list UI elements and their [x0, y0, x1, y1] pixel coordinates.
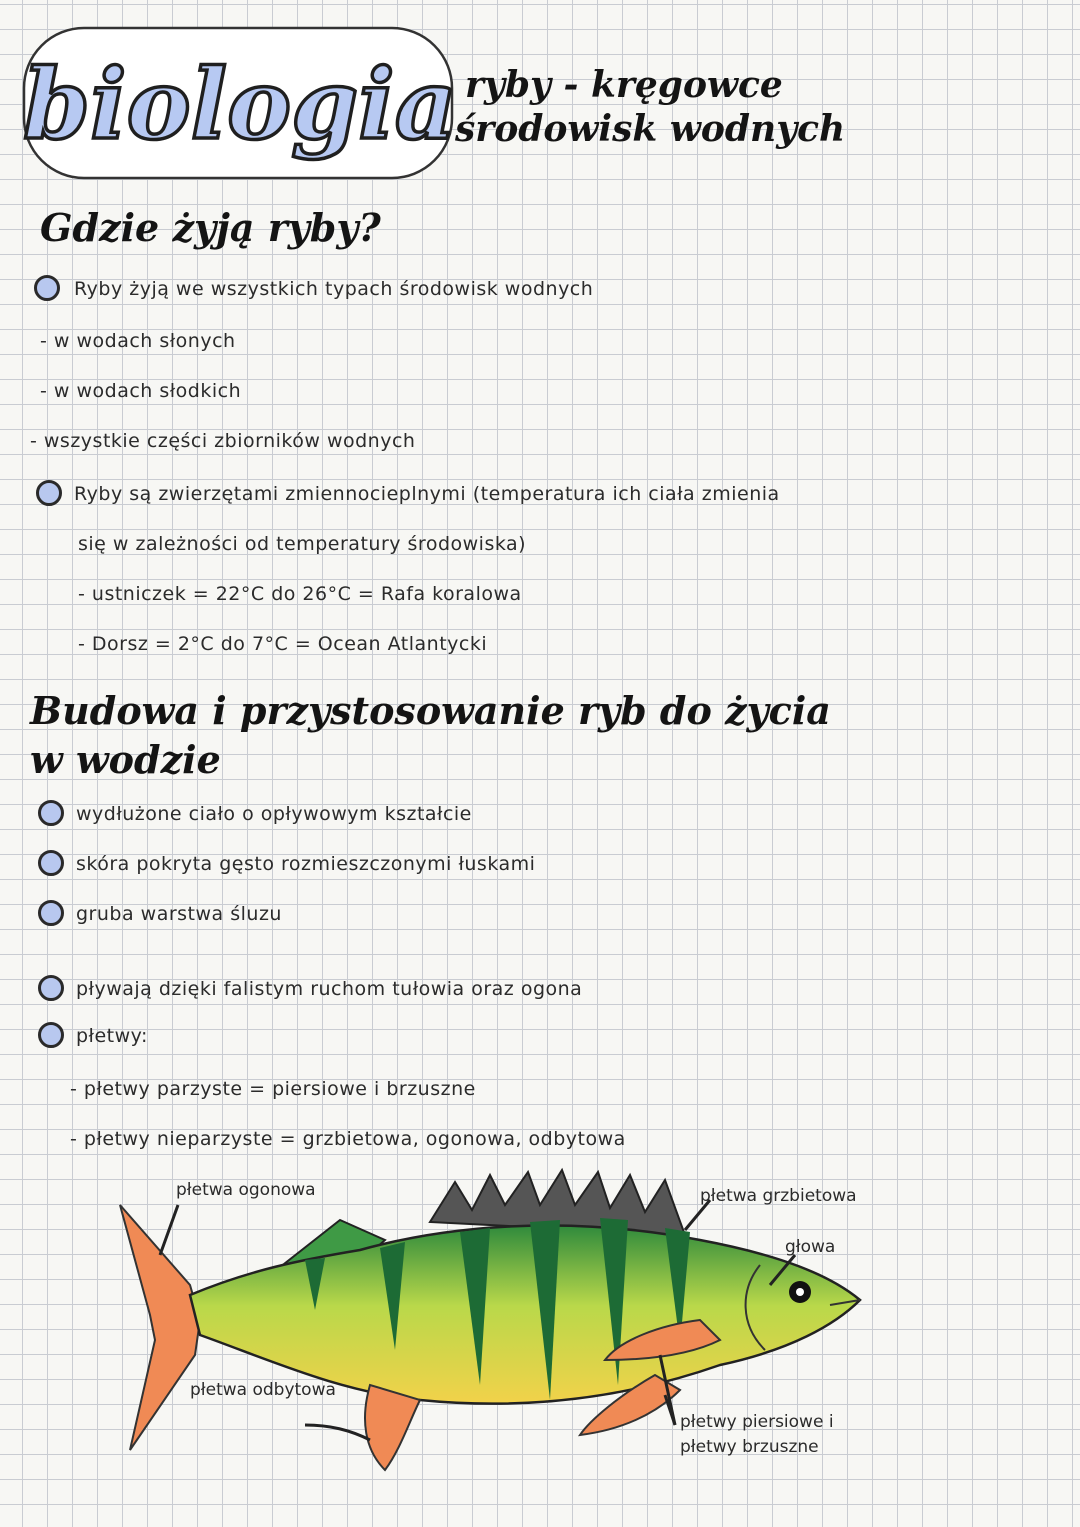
fish-body-shape: [190, 1226, 860, 1404]
bullet-icon: [38, 900, 64, 926]
text-line: płetwy:: [76, 1025, 148, 1047]
label-pectoral-fins: płetwy piersiowe i: [680, 1412, 834, 1432]
text-line: - w wodach słodkich: [40, 380, 242, 402]
biologia-logo: [18, 20, 458, 190]
subtitle-line-1: ryby - kręgowce: [465, 64, 783, 106]
text-line: skóra pokryta gęsto rozmieszczonymi łuskami: [76, 853, 536, 875]
subtitle-line-2: środowisk wodnych: [455, 108, 846, 150]
section2-heading-line-2: w wodzie: [30, 737, 221, 782]
perch-fish-diagram: [100, 1160, 920, 1510]
bullet-icon: [38, 850, 64, 876]
bullet-icon: [36, 480, 62, 506]
section2-heading: Budowa i przystosowanie ryb do życia: [30, 688, 831, 733]
text-line: się w zależności od temperatury środowiska): [78, 533, 527, 555]
text-line: - ustniczek = 22°C do 26°C = Rafa koralowa: [78, 583, 522, 605]
text-line: gruba warstwa śluzu: [76, 903, 282, 925]
text-line: pływają dzięki falistym ruchom tułowia oraz ogona: [76, 978, 583, 1000]
bullet-icon: [34, 275, 60, 301]
label-anal-fin: płetwa odbytowa: [190, 1380, 336, 1400]
tail-fin-shape: [120, 1205, 200, 1450]
text-line: Ryby są zwierzętami zmiennocieplnymi (temperatura ich ciała zmienia: [74, 483, 780, 505]
text-line: - wszystkie części zbiorników wodnych: [30, 430, 416, 452]
bullet-icon: [38, 975, 64, 1001]
text-line: - płetwy parzyste = piersiowe i brzuszne: [70, 1078, 476, 1100]
text-line: - w wodach słonych: [40, 330, 236, 352]
text-line: Ryby żyją we wszystkich typach środowisk wodnych: [74, 278, 594, 300]
bullet-icon: [38, 1022, 64, 1048]
label-head: głowa: [785, 1237, 836, 1257]
anal-fin-shape: [365, 1385, 420, 1470]
logo-text: biologia: [23, 48, 457, 161]
label-tail-fin: płetwa ogonowa: [176, 1180, 316, 1200]
text-line: - Dorsz = 2°C do 7°C = Ocean Atlantycki: [78, 633, 488, 655]
text-line: - płetwy nieparzyste = grzbietowa, ogonowa, odbytowa: [70, 1128, 626, 1150]
label-pelvic-fins: płetwy brzuszne: [680, 1437, 819, 1457]
text-line: wydłużone ciało o opływowym kształcie: [76, 803, 472, 825]
label-dorsal-fin: płetwa grzbietowa: [700, 1186, 857, 1206]
section1-heading: Gdzie żyją ryby?: [40, 205, 381, 250]
bullet-icon: [38, 800, 64, 826]
